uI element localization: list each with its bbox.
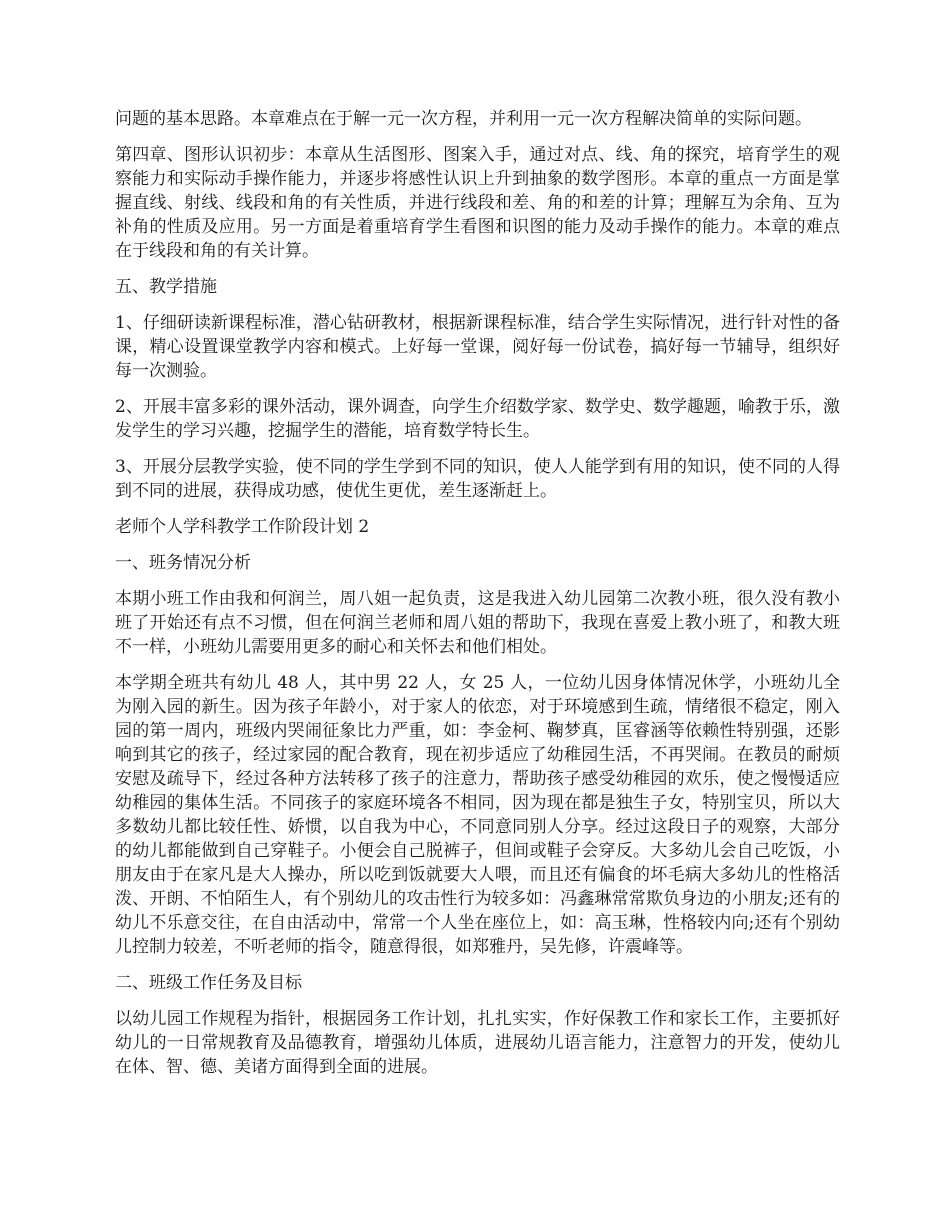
paragraph-class-details: 本学期全班共有幼儿 48 人，其中男 22 人，女 25 人，一位幼儿因身体情况休学，小班幼儿全为刚入园的新生。因为孩子年龄小，对于家人的依恋，对于环境感到生疏，情绪很不稳定，刚入园的第一周内，班级内哭闹征象比力严重，如：李金柯、鞠梦真，匡睿涵等依赖性特别强，还影响到其它的孩子，经过家园的配合教育，现在初步适应了幼稚园生活，不再哭闹。在教员的耐烦安慰及疏导下，经过各种方法转移了孩子的注意力，帮助孩子感受幼稚园的欢乐，使之慢慢适应幼稚园的集体生活。不同孩子的家庭环境各不相同，因为现在都是独生子女，特别宝贝，所以大多数幼儿都比较任性、娇惯，以自我为中心，不同意同别人分享。经过这段日子的观察，大部分的幼儿都能做到自己穿鞋子。小便会自己脱裤子，但间或鞋子会穿反。大多幼儿会自己吃饭，小朋友由于在家凡是大人操办，所以吃到饭就要大人喂，而且还有偏食的坏毛病大多幼儿的性格活泼、开朗、不怕陌生人，有个别幼儿的攻击性行为较多如：冯鑫琳常常欺负身边的小朋友;还有的幼儿不乐意交往，在自由活动中，常常一个人坐在座位上，如：高玉琳，性格较内向;还有个别幼儿控制力较差，不听老师的指令，随意得很，如郑雅丹，吴先修，许震峰等。 bbox=[115, 673, 840, 957]
section-heading-class-goals: 二、班级工作任务及目标 bbox=[115, 973, 302, 993]
paragraph-class-goals: 以幼儿园工作规程为指针，根据园务工作计划，扎扎实实，作好保教工作和家长工作，主要抓好幼儿的一日常规教育及品德教育，增强幼儿体质，进展幼儿语言能力，注意智力的开发，使幼儿在体、智、德、美诸方面得到全面的进展。 bbox=[115, 1009, 840, 1077]
paragraph-chapter4: 第四章、图形认识初步：本章从生活图形、图案入手，通过对点、线、角的探究，培育学生的观察能力和实际动手操作能力，并逐步将感性认识上升到抽象的数学图形。本章的重点一方面是掌握直线、射线、线段和角的有关性质，并进行线段和差、角的和差的计算；理解互为余角、互为补角的性质及应用。另一方面是着重培育学生看图和识图的能力及动手操作的能力。本章的难点在于线段和角的有关计算。 bbox=[115, 145, 840, 261]
paragraph-class-intro: 本期小班工作由我和何润兰，周八姐一起负责，这是我进入幼儿园第二次教小班，很久没有教小班了开始还有点不习惯，但在何润兰老师和周八姐的帮助下，我现在喜爱上教小班了，和教大班不一样，小班幼儿需要用更多的耐心和关怀去和他们相处。 bbox=[115, 589, 840, 657]
section-heading-teaching-measures: 五、教学措施 bbox=[115, 277, 217, 297]
paragraph-chapter3-end: 问题的基本思路。本章难点在于解一元一次方程，并利用一元一次方程解决简单的实际问题。 bbox=[115, 109, 812, 129]
section-heading-class-analysis: 一、班务情况分析 bbox=[115, 553, 251, 573]
paragraph-measure-2: 2、开展丰富多彩的课外活动，课外调查，向学生介绍数学家、数学史、数学趣题，喻教于乐，激发学生的学习兴趣，挖掘学生的潜能，培育数学特长生。 bbox=[115, 397, 840, 441]
paragraph-measure-1: 1、仔细研读新课程标准，潜心钻研教材，根据新课程标准，结合学生实际情况，进行针对性的备课，精心设置课堂教学内容和模式。上好每一堂课，阅好每一份试卷，搞好每一节辅导，组织好每一次测验。 bbox=[115, 313, 840, 381]
document-title-plan-2: 老师个人学科教学工作阶段计划 2 bbox=[115, 517, 370, 537]
paragraph-measure-3: 3、开展分层教学实验，使不同的学生学到不同的知识，使人人能学到有用的知识，使不同的人得到不同的进展，获得成功感，使优生更优，差生逐渐赶上。 bbox=[115, 457, 840, 501]
